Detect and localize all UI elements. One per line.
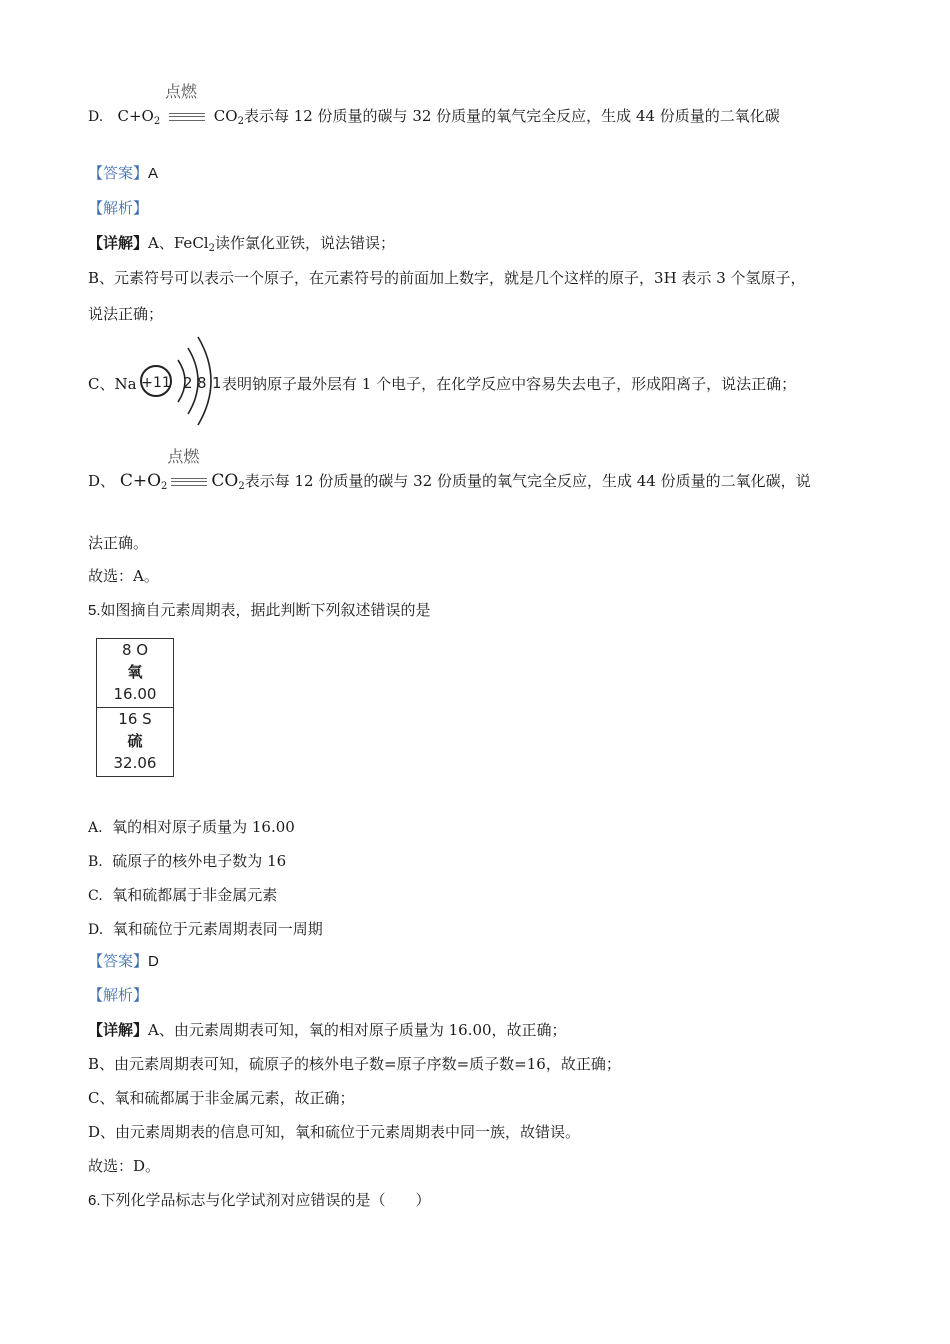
answer-label-line: 【答案】A xyxy=(88,165,159,182)
q5-option-a: A. 氧的相对原子质量为 16.00 xyxy=(88,818,295,836)
detail-d-product: $CO_2$ xyxy=(211,471,245,492)
question-number: 5. xyxy=(88,602,101,619)
detail-d-equals xyxy=(167,447,211,491)
detail-d-condition: 点燃 xyxy=(167,447,200,466)
element-number-symbol: 8 O xyxy=(121,641,149,659)
element-cell-oxygen xyxy=(97,639,173,707)
element-mass: 16.00 xyxy=(113,685,157,703)
option-d-line xyxy=(88,82,780,127)
q5-option-b: B. 硫原子的核外电子数为 16 xyxy=(88,852,287,870)
option-letter: D. xyxy=(88,109,104,125)
detail-d-line: D、 $C+O_2$ 点燃 $CO_2$表示每 12 份质量的碳与 32 份质量的氧气完全反应，生成 44 份质量的二氧化碳，说 xyxy=(88,447,811,492)
q5-conclusion: 故选：D。 xyxy=(88,1157,161,1175)
reaction-equals xyxy=(165,82,209,126)
q5-option-c: C. 氧和硫都属于非金属元素 xyxy=(88,886,278,904)
analysis-label: 【解析】 xyxy=(88,200,149,217)
formula-product: $CO_2$ xyxy=(213,107,244,127)
element-name: 硫 xyxy=(127,732,143,750)
detail-c-pre: C、Na xyxy=(88,375,137,393)
q4-conclusion: 故选：A。 xyxy=(88,567,159,585)
shell2-electrons: 8 xyxy=(197,374,207,392)
detail-b-line2: 说法正确； xyxy=(88,305,164,323)
periodic-table-excerpt xyxy=(96,638,174,777)
q5-detail-c: C、氧和硫都属于非金属元素，故正确； xyxy=(88,1089,355,1107)
shell3-electrons: 1 xyxy=(212,374,222,392)
q5-option-d: D. 氧和硫位于元素周期表同一周期 xyxy=(88,920,323,938)
q5-detail-d: D、由元素周期表的信息可知，氧和硫位于元素周期表中同一族，故错误。 xyxy=(88,1123,581,1141)
detail-b-line1: B、元素符号可以表示一个原子，在元素符号的前面加上数字，就是几个这样的原子，3H 表示 3 个氢原子， xyxy=(88,269,806,287)
q5-stem-line xyxy=(88,600,431,621)
q6-stem-line xyxy=(88,1190,431,1211)
detail-d-line2: 法正确。 xyxy=(88,534,149,552)
detail-label: 【详解】 xyxy=(88,1021,149,1039)
nucleus-charge: +11 xyxy=(141,375,171,391)
element-name: 氧 xyxy=(127,663,143,681)
formula-reactants: $C+O_2$ xyxy=(117,107,161,127)
question-stem: 如图摘自元素周期表，据此判断下列叙述错误的是 xyxy=(100,601,431,619)
element-mass: 32.06 xyxy=(113,754,157,772)
detail-a-line: 【详解】A、FeCl$_2$读作氯化亚铁，说法错误； xyxy=(88,234,395,254)
reaction-condition: 点燃 xyxy=(165,82,198,101)
detail-label: 【详解】 xyxy=(88,234,149,252)
element-cell-sulfur xyxy=(97,707,173,776)
answer-value: D xyxy=(148,953,159,970)
option-text: 表示每 12 份质量的碳与 32 份质量的氧气完全反应，生成 44 份质量的二氧化碳 xyxy=(243,107,780,125)
q5-detail-a: 【详解】A、由元素周期表可知，氧的相对原子质量为 16.00，故正确； xyxy=(88,1021,567,1039)
detail-d-reactants: $C+O_2$ xyxy=(119,471,168,492)
detail-c-post: 表明钠原子最外层有 1 个电子，在化学反应中容易失去电子，形成阳离子，说法正确； xyxy=(222,375,797,393)
question-number: 6. xyxy=(88,1192,101,1209)
detail-c-line xyxy=(88,374,137,394)
answer-value: A xyxy=(148,165,159,182)
q5-analysis-label: 【解析】 xyxy=(88,987,149,1004)
q5-detail-b: B、由元素周期表可知，硫原子的核外电子数=原子序数=质子数=16，故正确； xyxy=(88,1055,621,1073)
shell1-electrons: 2 xyxy=(183,374,193,392)
question-stem: 下列化学品标志与化学试剂对应错误的是（ ） xyxy=(100,1191,431,1209)
q5-answer-line: 【答案】D xyxy=(88,953,159,970)
element-number-symbol: 16 S xyxy=(118,710,152,728)
